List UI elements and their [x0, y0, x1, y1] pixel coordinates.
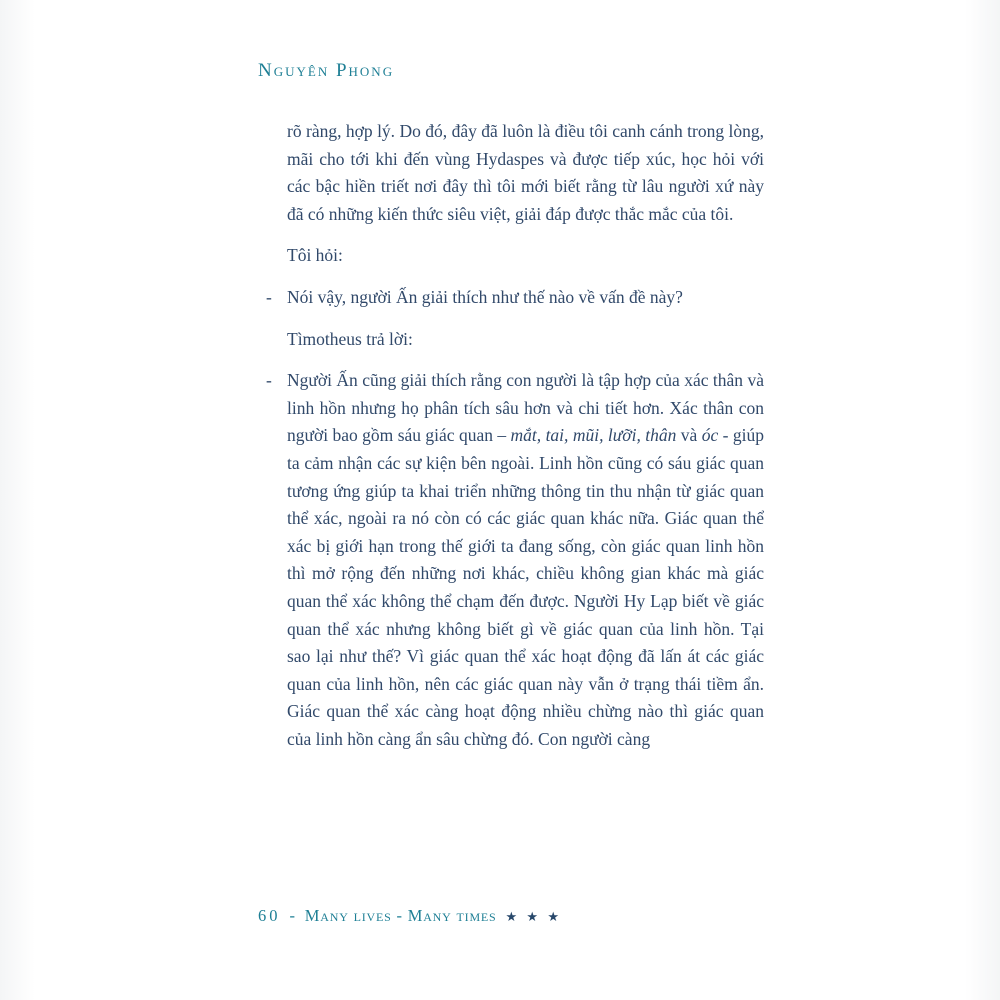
- dialogue-dash: -: [266, 370, 272, 391]
- speaker-line-timotheus: Tìmotheus trả lời:: [287, 328, 413, 349]
- dialogue-text-answer: [287, 367, 764, 753]
- answer-segment-pre: Người Ấn cũng giải thích rằng con người là tập hợp của xác thân và linh hồn nhưng họ phân tích sâu hơn và chi tiết hơn. Xác thân con người bao gồm sáu giác quan –: [287, 370, 764, 446]
- author-header: Nguyên Phong: [258, 60, 395, 81]
- dialogue-line-question: [264, 284, 764, 312]
- page-footer: [258, 906, 562, 926]
- footer-stars-icon: ★ ★ ★: [505, 909, 562, 924]
- answer-segment-post: - giúp ta cảm nhận các sự kiện bên ngoài. Linh hồn cũng có sáu giác quan tương ứng giúp ta khai triển những thông tin thu nhận từ giác quan thể xác, ngoài ra nó còn có các giác quan khác nữa. Giác quan thể xác bị giới hạn trong thế giới ta đang sống, còn giác quan linh hồn thì mở rộng đến những nơi khác, chiều không gian khác mà giác quan thể xác không thể chạm đến được. Người Hy Lạp biết về giác quan thể xác nhưng không biết gì về giác quan của linh hồn. Tại sao lại như thế? Vì giác quan thể xác hoạt động đã lấn át các giác quan của linh hồn, nên các giác quan này vẫn ở trạng thái tiềm ẩn. Giác quan thể xác càng hoạt động nhiều chừng nào thì giác quan của linh hồn càng ẩn sâu chừng đó. Con người càng: [287, 425, 764, 749]
- answer-segment-italic-mind: óc: [701, 425, 719, 446]
- dialogue-line-answer: [264, 367, 764, 753]
- speaker-line-narrator: Tôi hỏi:: [287, 245, 343, 266]
- dialogue-text-question: Nói vậy, người Ấn giải thích như thế nào về vấn đề này?: [287, 286, 683, 307]
- page-number: 60: [258, 906, 281, 925]
- dialogue-dash: -: [266, 286, 272, 307]
- answer-segment-mid: và: [676, 425, 702, 446]
- running-title: Many lives - Many times: [304, 906, 497, 925]
- paragraph-continuation: rõ ràng, hợp lý. Do đó, đây đã luôn là điều tôi canh cánh trong lòng, mãi cho tới khi đến vùng Hydaspes và được tiếp xúc, học hỏi với các bậc hiền triết nơi đây thì tôi mới biết rằng từ lâu người xứ này đã có những kiến thức siêu việt, giải đáp được thắc mắc của tôi.: [287, 121, 764, 224]
- footer-separator: -: [289, 906, 296, 925]
- answer-segment-italic-senses: mắt, tai, mũi, lưỡi, thân: [510, 425, 677, 446]
- page-body-text: [264, 118, 764, 767]
